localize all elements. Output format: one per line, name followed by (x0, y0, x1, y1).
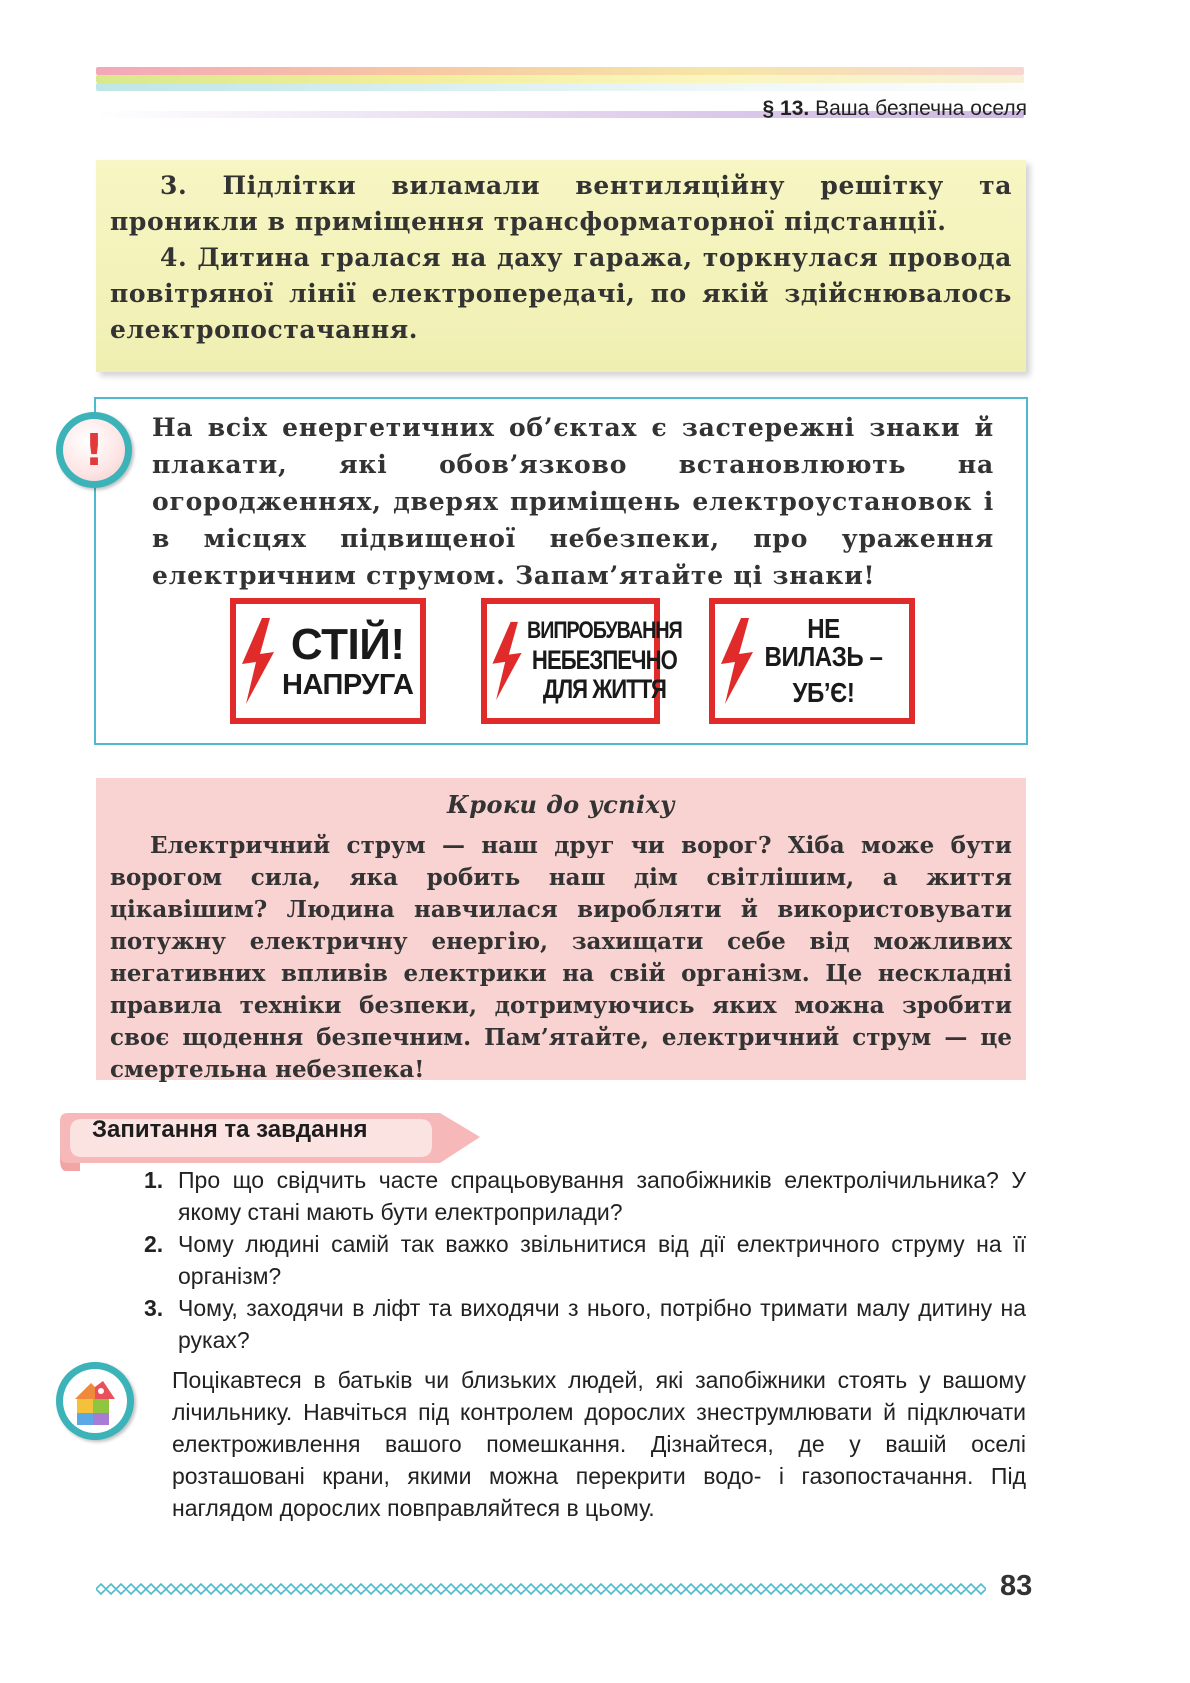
lightning-bolt-icon (715, 616, 759, 706)
question-number: 2. (144, 1231, 164, 1257)
lightning-bolt-icon (236, 616, 280, 706)
sign-do-not-climb (709, 598, 915, 724)
question-item (144, 1292, 1026, 1356)
sign-testing-danger (481, 598, 682, 724)
running-header (763, 97, 1027, 121)
attention-text: На всіх енергетичних об’єктах є застережні знаки й плакати, які обов’язково встановлюють на огородженнях, дверях приміщень електроустановок і в місцях підвищеної небезпеки, про ураження електричним струмом. Запам’ятайте ці знаки! (152, 413, 994, 590)
question-item (144, 1164, 1026, 1228)
success-text: Електричний струм — наш друг чи ворог? Хіба може бути ворогом сила, яка робить наш дім світлішим, а життя цікавішим? Людина навчилася виробляти й використовувати потужну електричну енергію, захищати себе від можливих негативних впливів електрики на свій організм. Це нескладні правила техніки безпеки, дотримуючись яких можна зробити своє щодення безпечним. Пам’ятайте, електричний струм — це смертельна небезпека! (110, 832, 1012, 1083)
question-item (144, 1228, 1026, 1292)
header-band-pink (96, 67, 1024, 75)
lightning-bolt-icon (487, 616, 527, 706)
case-item-4: 4. Дитина гралася на даху гаража, торкнулася провода повітряної лінії електропередачі, по якій здійснювалось електропостачання. (110, 243, 1012, 344)
success-title: Кроки до успіху (447, 790, 675, 819)
page-number: 83 (1000, 1570, 1033, 1602)
sign-1-line-2: НАПРУГА (282, 668, 414, 701)
sign-2-line-2: НЕБЕЗПЕЧНО (531, 645, 677, 675)
questions-list (144, 1164, 1026, 1356)
case-item-3: 3. Підлітки виламали вентиляційну решітку та проникли в приміщення трансформаторної підстанції. (110, 171, 1012, 236)
sign-2-line-3: ДЛЯ ЖИТТЯ (542, 674, 666, 704)
house-puzzle-icon (56, 1362, 134, 1440)
question-number: 3. (144, 1295, 164, 1321)
section-number: § 13. (762, 97, 810, 120)
header-band-yellow (96, 75, 1024, 83)
success-box (96, 778, 1026, 1083)
cases-box (96, 160, 1026, 372)
question-text: Про що свідчить часте спрацьовування запобіжників електролічильника? У якому стані мають бути електроприлади? (178, 1167, 1026, 1225)
sign-2-line-1: ВИПРОБУВАННЯ (527, 617, 682, 644)
tasks-heading: Запитання та завдання (92, 1116, 368, 1143)
question-number: 1. (144, 1167, 164, 1193)
question-text: Чому людині самій так важко звільнитися від дії електричного струму на її організм? (178, 1231, 1026, 1289)
sign-3-line-1: НЕ ВИЛАЗЬ – (764, 613, 883, 672)
sign-3-line-2: УБ’Є! (792, 677, 855, 708)
exclamation-icon: ! (56, 412, 132, 488)
header-band-cyan (96, 83, 1024, 91)
section-title: Ваша безпечна оселя (815, 97, 1027, 120)
sign-1-line-1: СТІЙ! (290, 619, 405, 669)
footer-wave-divider (96, 1583, 986, 1595)
activity-text: Поцікавтеся в батьків чи близьких людей, які запобіжники стоять у вашому лічильнику. Навчіться під контролем дорослих знеструмлювати й підключати електроживлення вашого помешкання. Дізнайтеся, де у вашій оселі розташовані крани, якими можна перекрити водо- і газопостачання. Під наглядом дорослих повправляйтеся в цьому. (172, 1367, 1026, 1521)
question-text: Чому, заходячи в ліфт та виходячи з нього, потрібно тримати малу дитину на руках? (178, 1295, 1026, 1353)
sign-stop-voltage (230, 598, 426, 724)
